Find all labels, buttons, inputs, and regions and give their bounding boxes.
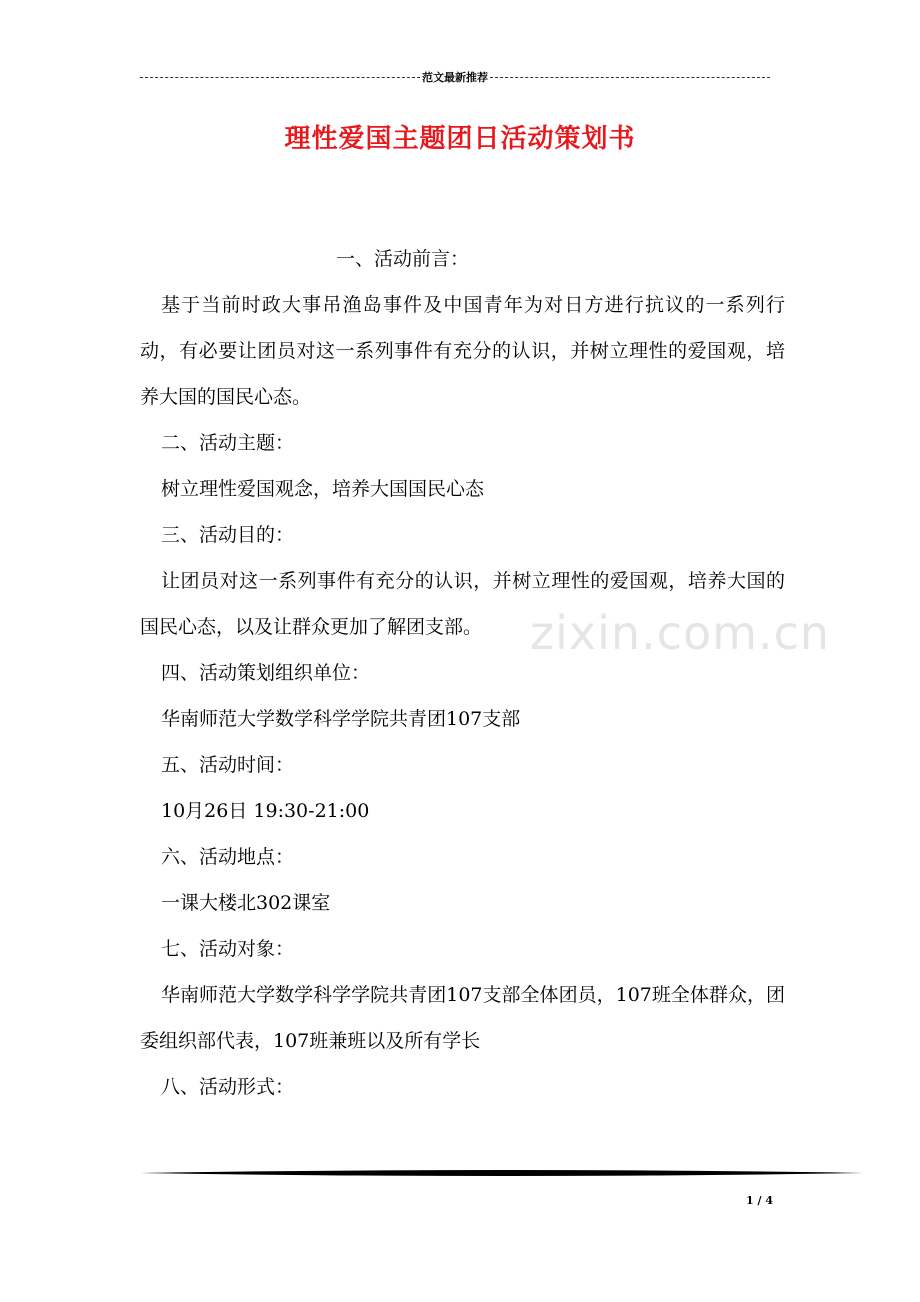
header-dash-left: [140, 77, 420, 78]
preface-paragraph: 基于当前时政大事吊渔岛事件及中国青年为对日方进行抗议的一系列行动，有必要让团员对这一系列事件有充分的认识，并树立理性的爱国观，培养大国的国民心态。: [140, 294, 785, 408]
section-heading-purpose: 三、活动目的：: [161, 524, 295, 546]
section-heading-time: 五、活动时间：: [161, 754, 295, 776]
section-heading-preface: 一、活动前言：: [336, 248, 470, 270]
time-paragraph: 10月26日 19:30-21:00: [161, 800, 370, 822]
watermark: zixin.com.cn: [530, 606, 831, 660]
section-heading-format: 八、活动形式：: [161, 1076, 295, 1098]
section-heading-audience: 七、活动对象：: [161, 938, 295, 960]
page-header: [140, 68, 770, 86]
section-heading-theme: 二、活动主题：: [161, 432, 295, 454]
section-heading-organizer: 四、活动策划组织单位：: [161, 662, 371, 684]
footer-rule: [140, 1168, 864, 1178]
page-indicator: 1 / 4: [746, 1194, 773, 1207]
header-label: 范文最新推荐: [422, 71, 488, 84]
audience-paragraph: 华南师范大学数学科学学院共青团107支部全体团员，107班全体群众，团委组织部代表，107班兼班以及所有学长: [140, 984, 785, 1052]
purpose-paragraph: 让团员对这一系列事件有充分的认识，并树立理性的爱国观，培养大国的国民心态，以及让群众更加了解团支部。: [140, 570, 785, 638]
section-heading-location: 六、活动地点：: [161, 846, 295, 868]
header-dash-right: [490, 77, 770, 78]
document-body: [140, 236, 785, 1110]
location-paragraph: 一课大楼北302课室: [161, 892, 331, 914]
document-title: 理性爱国主题团日活动策划书: [284, 124, 636, 154]
organizer-paragraph: 华南师范大学数学科学学院共青团107支部: [161, 708, 521, 730]
theme-paragraph: 树立理性爱国观念，培养大国国民心态: [161, 478, 485, 500]
